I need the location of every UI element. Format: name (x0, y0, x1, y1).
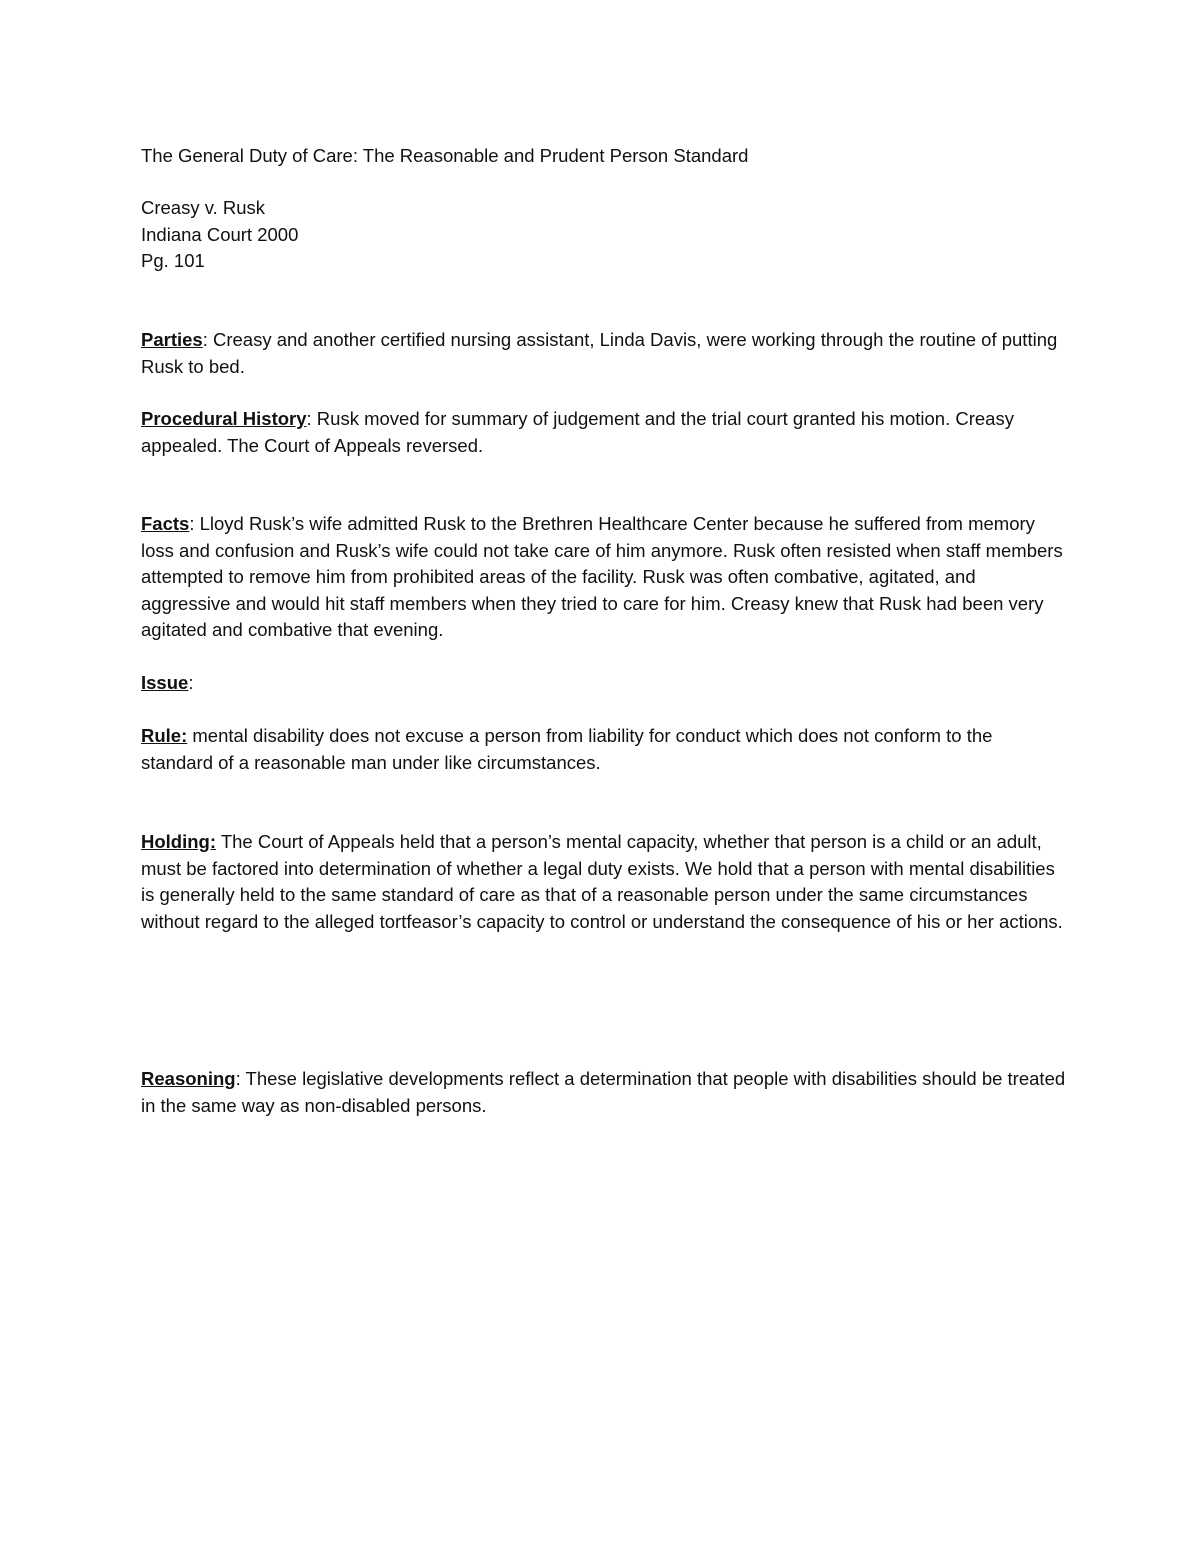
reasoning-text: : These legislative developments reflect a determination that people with disabilities should be treated in the same way as non-disabled persons. (141, 1068, 1066, 1116)
facts-section (141, 511, 1066, 644)
holding-text: The Court of Appeals held that a person’s mental capacity, whether that person is a child or an adult, must be factored into determination of whether a legal duty exists. We hold that a person with mental disabilities is generally held to the same standard of care as that of a reasonable person under the same circumstances without regard to the alleged tortfeasor’s capacity to control or understand the consequence of his or her actions. (141, 831, 1063, 932)
court-name: Indiana Court 2000 (141, 224, 299, 245)
parties-section (141, 327, 1066, 380)
procedural-history-text: : Rusk moved for summary of judgement and the trial court granted his motion. Creasy appealed. The Court of Appeals reversed. (141, 408, 1014, 456)
rule-label: Rule: (141, 725, 188, 746)
holding-label: Holding: (141, 831, 217, 852)
procedural-history-label: Procedural History (141, 408, 307, 429)
page-reference: Pg. 101 (141, 250, 205, 271)
rule-text: mental disability does not excuse a person from liability for conduct which does not conform to the standard of a reasonable man under like circumstances. (141, 725, 993, 773)
procedural-history-section (141, 406, 1066, 459)
document-title: The General Duty of Care: The Reasonable and Prudent Person Standard (141, 145, 749, 166)
issue-label: Issue (141, 672, 189, 693)
reasoning-label: Reasoning (141, 1068, 236, 1089)
parties-text: : Creasy and another certified nursing assistant, Linda Davis, were working through the routine of putting Rusk to bed. (141, 329, 1058, 377)
rule-section (141, 723, 1066, 776)
parties-label: Parties (141, 329, 203, 350)
issue-text: : (188, 672, 194, 693)
holding-section (141, 829, 1066, 935)
facts-label: Facts (141, 513, 190, 534)
issue-section (141, 670, 1066, 697)
facts-text: : Lloyd Rusk’s wife admitted Rusk to the Brethren Healthcare Center because he suffered from memory loss and confusion and Rusk’s wife could not take care of him anymore. Rusk often resisted when staff members attempted to remove him from prohibited areas of the facility. Rusk was often combative, agitated, and aggressive and would hit staff members when they tried to care for him. Creasy knew that Rusk had been very agitated and combative that evening. (141, 513, 1063, 640)
reasoning-section (141, 1066, 1066, 1119)
case-name: Creasy v. Rusk (141, 197, 266, 218)
